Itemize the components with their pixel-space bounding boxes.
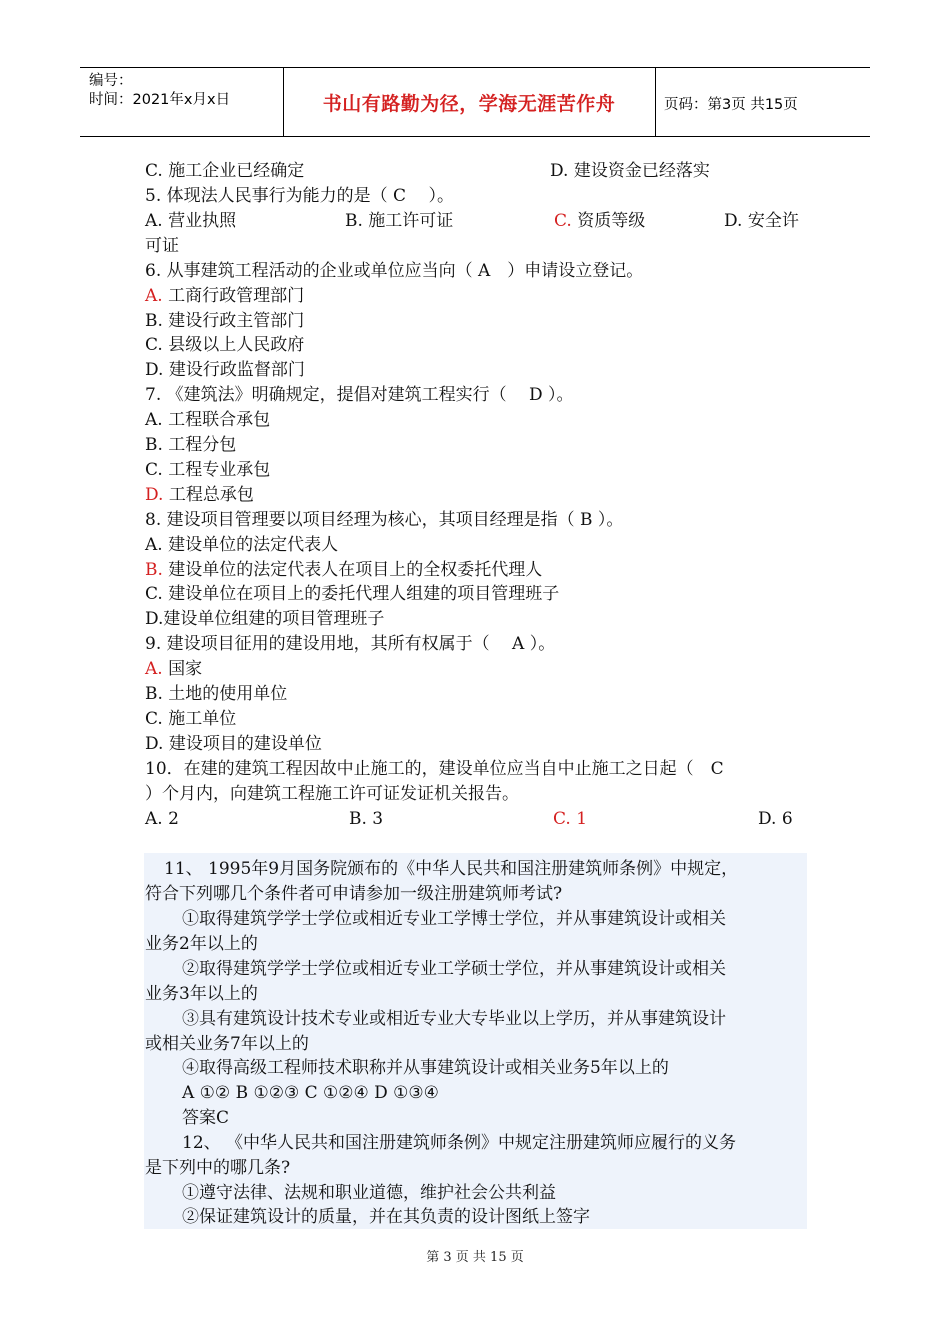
option-d: D.建设单位组建的项目管理班子: [145, 609, 385, 629]
question-stem: 12、 《中华人民共和国注册建筑师条例》中规定注册建筑师应履行的义务: [182, 1133, 737, 1153]
option-c-answer: C. 1: [553, 809, 588, 829]
question-stem-continued: 是下列中的哪几条?: [145, 1158, 291, 1178]
option-d: D. 建设行政监督部门: [145, 360, 305, 380]
highlighted-questions: [144, 853, 807, 1229]
option-b: B. 建设单位的法定代表人在项目上的全权委托代理人: [145, 560, 543, 580]
question-stem: 11、 1995年9月国务院颁布的《中华人民共和国注册建筑师条例》中规定，: [164, 859, 739, 879]
page-footer: 第 3 页 共 15 页: [426, 1250, 524, 1265]
condition-3: ③具有建筑设计技术专业或相近专业大专毕业以上学历，并从事建筑设计: [182, 1009, 726, 1029]
option-c: C. 工程专业承包: [145, 460, 271, 480]
option-a: A. 建设单位的法定代表人: [145, 535, 339, 555]
option-a: A. 工商行政管理部门: [145, 286, 305, 306]
option-c: C. 建设单位在项目上的委托代理人组建的项目管理班子: [145, 584, 560, 604]
condition-1-continued: 业务2年以上的: [145, 934, 258, 954]
option-b: B. 施工许可证: [345, 211, 454, 231]
option-a: A. 国家: [145, 659, 203, 679]
option-c: C. 施工企业已经确定: [145, 161, 305, 181]
option-b: B. 建设行政主管部门: [145, 311, 305, 331]
answer-letter: C.: [554, 211, 572, 231]
option-d: D. 工程总承包: [145, 485, 254, 505]
option-d-continued: 可证: [145, 236, 179, 256]
option-d: D. 建设资金已经落实: [550, 161, 710, 181]
question-stem: 6. 从事建筑工程活动的企业或单位应当向（ A ）申请设立登记。: [145, 261, 644, 281]
duty-2: ②保证建筑设计的质量，并在其负责的设计图纸上签字: [182, 1207, 590, 1227]
option-b: B. 3: [349, 809, 384, 829]
question-stem: 8. 建设项目管理要以项目经理为核心，其项目经理是指（ B ）。: [145, 510, 624, 530]
option-b: B. 土地的使用单位: [145, 684, 288, 704]
option-d: D. 安全许: [724, 211, 799, 231]
question-stem: 7. 《建筑法》明确规定，提倡对建筑工程实行（ D ）。: [145, 385, 574, 405]
serial-label: 编号：: [89, 73, 133, 89]
option-d: D. 建设项目的建设单位: [145, 734, 322, 754]
date-label: 时间：2021年x月x日: [89, 92, 231, 108]
condition-4: ④取得高级工程师技术职称并从事建筑设计或相关业务5年以上的: [182, 1058, 669, 1078]
question-stem: 9. 建设项目征用的建设用地，其所有权属于（ A ）。: [145, 634, 556, 654]
header-divider: [655, 68, 656, 136]
option-c: C. 施工单位: [145, 709, 237, 729]
answer-choices: A ①② B ①②③ C ①②④ D ①③④: [182, 1083, 439, 1103]
question-stem: 5. 体现法人民事行为能力的是（ C ）。: [145, 186, 454, 206]
header-motto: 书山有路勤为径，学海无涯苦作舟: [322, 93, 616, 115]
question-stem-continued: 符合下列哪几个条件者可申请参加一级注册建筑师考试?: [145, 884, 563, 904]
option-d: D. 6: [758, 809, 793, 829]
answer-letter: D.: [145, 485, 164, 505]
option-a: A. 2: [145, 809, 179, 829]
condition-3-continued: 或相关业务7年以上的: [145, 1034, 309, 1054]
option-b: B. 工程分包: [145, 435, 237, 455]
answer-line: 答案C: [182, 1108, 230, 1128]
condition-2: ②取得建筑学学士学位或相近专业工学硕士学位，并从事建筑设计或相关: [182, 959, 726, 979]
answer-letter: A.: [145, 286, 163, 306]
question-stem-continued: ）个月内，向建筑工程施工许可证发证机关报告。: [145, 784, 519, 804]
option-c: C. 县级以上人民政府: [145, 335, 305, 355]
header-page-info: 页码：第3页 共15页: [664, 97, 798, 113]
duty-1: ①遵守法律、法规和职业道德，维护社会公共利益: [182, 1183, 556, 1203]
option-a: A. 工程联合承包: [145, 410, 271, 430]
option-a: A. 营业执照: [145, 211, 237, 231]
condition-1: ①取得建筑学学士学位或相近专业工学博士学位，并从事建筑设计或相关: [182, 909, 726, 929]
header-meta: [89, 72, 230, 110]
question-stem: 10．在建的建筑工程因故中止施工的，建设单位应当自中止施工之日起（ C: [145, 759, 724, 779]
option-c: C. 资质等级: [554, 211, 646, 231]
condition-2-continued: 业务3年以上的: [145, 984, 258, 1004]
answer-letter: A.: [145, 659, 163, 679]
answer-letter: B.: [145, 560, 163, 580]
page-header: [80, 67, 870, 137]
